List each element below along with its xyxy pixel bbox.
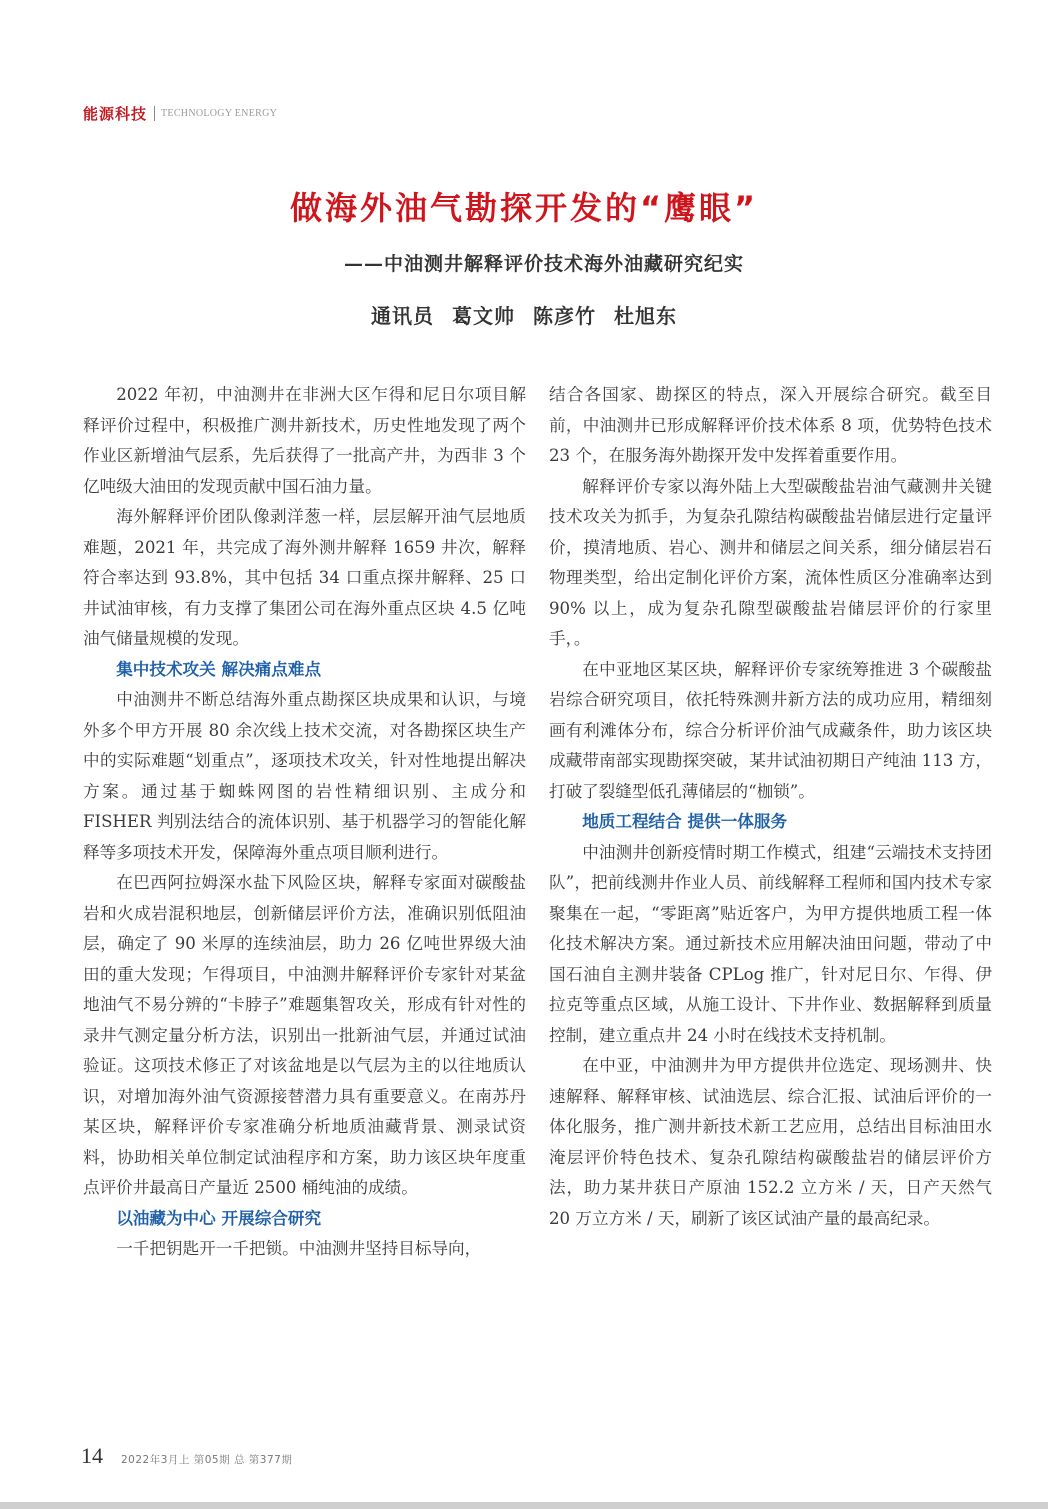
section-header xyxy=(83,103,277,123)
paragraph: 在中亚地区某区块，解释评价专家统筹推进 3 个碳酸盐岩综合研究项目，依托特殊测井新方法的成功应用，精细刻画有利滩体分布，综合分析评价油气成藏条件，助力该区块成藏带南部实现勘探突破，某井试油初期日产纯油 113 方，打破了裂缝型低孔薄储层的“枷锁”。 xyxy=(549,659,992,801)
page-footer xyxy=(81,1443,292,1469)
byline-role: 通讯员 xyxy=(371,304,435,328)
issue-info: 2022年3月上 第05期 总 第377期 xyxy=(121,1454,293,1466)
section-heading: 以油藏为中心 开展综合研究 xyxy=(116,1208,322,1228)
author: 陈彦竹 xyxy=(532,304,596,328)
paragraph: 在中亚，中油测井为甲方提供井位选定、现场测井、快速解释、解释审核、试油选层、综合汇报、试油后评价的一体化服务，推广测井新技术新工艺应用，总结出目标油田水淹层评价特色技术、复杂孔隙结构碳酸盐岩的储层评价方法，助力某井获日产原油 152.2 立方米 / 天，日产天然气 20 万立方米 / 天，刷新了该区试油产量的最高纪录。 xyxy=(549,1056,992,1228)
paragraph: 中油测井创新疫情时期工作模式，组建“云端技术支持团队”，把前线测井作业人员、前线解释工程师和国内技术专家聚集在一起，“零距离”贴近客户，为甲方提供地质工程一体化技术解决方案。通过新技术应用解决油田问题，带动了中国石油自主测井装备 CPLog 推广，针对尼日尔、乍得、伊拉克等重点区域，从施工设计、下井作业、数据解释到质量控制，建立重点井 24 小时在线技术支持机制。 xyxy=(549,842,992,1045)
paragraph: 中油测井不断总结海外重点勘探区块成果和认识，与境外多个甲方开展 80 余次线上技术交流，对各勘探区块生产中的实际难题“划重点”，逐项技术攻关，针对性地提出解决方案。通过基于蜘蛛网图的岩性精细识别、主成分和 FISHER 判别法结合的流体识别、基于机器学习的智能化解释等多项技术开发，保障海外重点项目顺利进行。 xyxy=(83,690,526,862)
article-subtitle: ——中油测井解释评价技术海外油藏研究纪实 xyxy=(343,253,744,275)
bottom-edge-bar xyxy=(0,1502,1048,1509)
paragraph: 一千把钥匙开一千把锁。中油测井坚持目标导向， xyxy=(116,1239,482,1258)
article-title: 做海外油气勘探开发的“鹰眼” xyxy=(289,189,759,227)
author: 杜旭东 xyxy=(613,304,677,328)
section-heading: 集中技术攻关 解决痛点难点 xyxy=(116,659,322,679)
byline xyxy=(0,301,1048,331)
paragraph: 在巴西阿拉姆深水盐下风险区块，解释专家面对碳酸盐岩和火成岩混积地层，创新储层评价方法，准确识别低阻油层，确定了 90 米厚的连续油层，助力 26 亿吨世界级大油田的重大发现；乍得项目，中油测井解释评价专家针对某盆地油气不易分辨的“卡脖子”难题集智攻关，形成有针对性的录井气测定量分析方法，识别出一批新油气层，并通过试油验证。这项技术修正了对该盆地是以气层为主的以往地质认识，对增加海外油气资源接替潜力具有重要意义。在南苏丹某区块，解释评价专家准确分析地质油藏背景、测录试资料，协助相关单位制定试油程序和方案，助力该区块年度重点评价井最高日产量近 2500 桶纯油的成绩。 xyxy=(83,873,526,1197)
paragraph: 2022 年初，中油测井在非洲大区乍得和尼日尔项目解释评价过程中，积极推广测井新技术，历史性地发现了两个作业区新增油气层系，先后获得了一批高产井，为西非 3 个亿吨级大油田的发现贡献中国石油力量。 xyxy=(83,385,526,496)
header-divider xyxy=(154,106,155,121)
author: 葛文帅 xyxy=(452,304,516,328)
paragraph: 结合各国家、勘探区的特点，深入开展综合研究。截至目前，中油测井已形成解释评价技术体系 8 项，优势特色技术 23 个，在服务海外勘探开发中发挥着重要作用。 xyxy=(549,385,992,465)
paragraph: 海外解释评价团队像剥洋葱一样，层层解开油气层地质难题，2021 年，共完成了海外测井解释 1659 井次，解释符合率达到 93.8%，其中包括 34 口重点探井解释、25 口井试油审核，有力支撑了集团公司在海外重点区块 4.5 亿吨油气储量规模的发现。 xyxy=(83,507,526,648)
section-heading: 地质工程结合 提供一体服务 xyxy=(582,812,788,831)
right-column xyxy=(549,380,992,1234)
paragraph: 解释评价专家以海外陆上大型碳酸盐岩油气藏测井关键技术攻关为抓手，为复杂孔隙结构碳酸盐岩储层进行定量评价，摸清地质、岩心、测井和储层之间关系，细分储层岩石物理类型，给出定制化评价方案，流体性质区分准确率达到 90% 以上，成为复杂孔隙型碳酸盐岩储层评价的行家里手，。 xyxy=(549,476,992,648)
section-name-en: TECHNOLOGY ENERGY xyxy=(161,107,278,119)
section-name: 能源科技 xyxy=(83,104,148,123)
left-column xyxy=(83,380,526,1265)
page-number: 14 xyxy=(81,1443,103,1468)
